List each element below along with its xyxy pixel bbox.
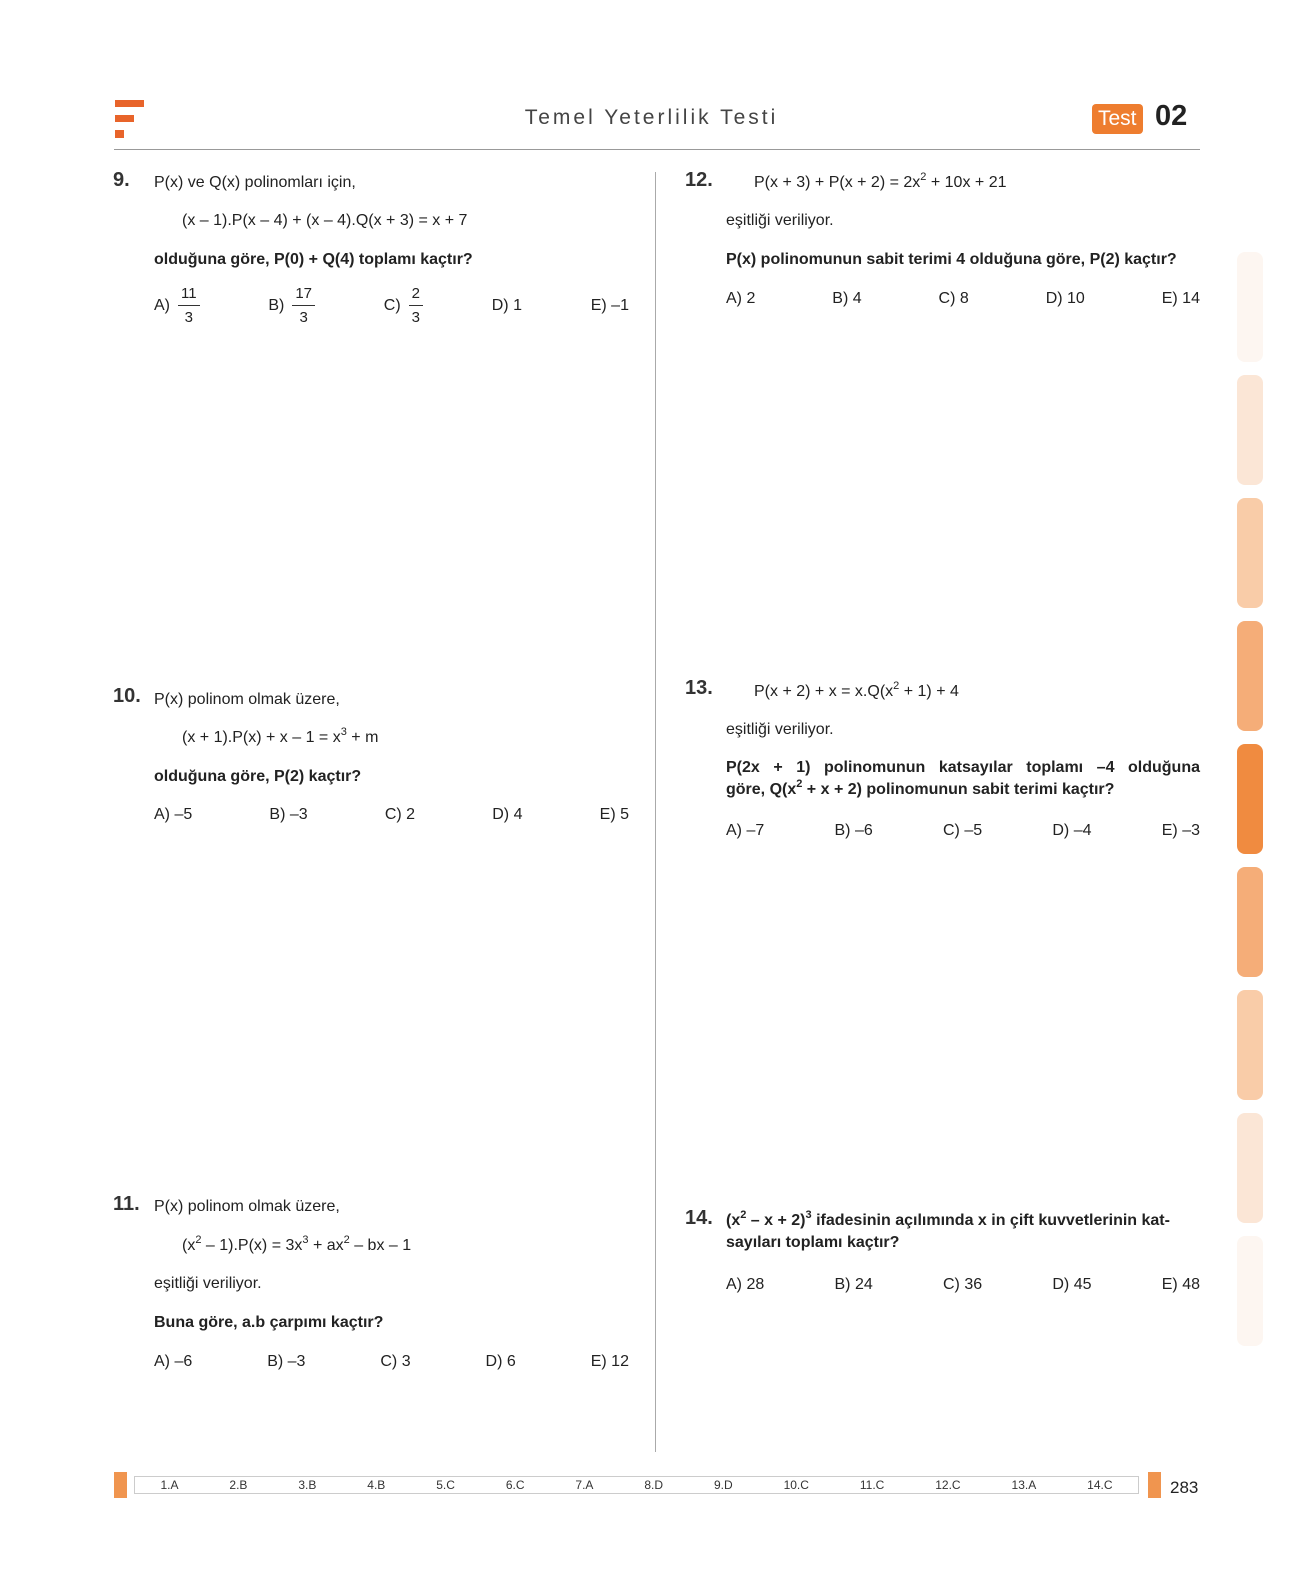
question-number: 11. bbox=[113, 1193, 140, 1215]
answer-key-item: 12.C bbox=[935, 1478, 961, 1492]
answer-choices bbox=[726, 1273, 1200, 1297]
choice-c[interactable]: C) –5 bbox=[943, 822, 983, 839]
question-note: eşitliği veriliyor. bbox=[726, 212, 834, 229]
choice-a[interactable]: A) 28 bbox=[726, 1276, 765, 1293]
answer-key-item: 4.B bbox=[367, 1478, 386, 1492]
side-tab bbox=[1237, 375, 1263, 485]
side-tab bbox=[1237, 1113, 1263, 1223]
choice-b[interactable]: B) $\frac{17}{3}$ bbox=[268, 285, 315, 327]
question-equation: $(x + 1).P(x) + x - 1 = x^3 + m$ bbox=[182, 726, 379, 746]
answer-key-item: 10.C bbox=[783, 1478, 809, 1492]
choice-d[interactable]: D) 1 bbox=[491, 297, 522, 314]
question-intro: P(x) polinom olmak üzere, bbox=[154, 1198, 340, 1215]
footer-marker-right bbox=[1148, 1472, 1161, 1498]
choice-e[interactable]: E) 5 bbox=[599, 806, 629, 823]
answer-key-item: 8.D bbox=[644, 1478, 664, 1492]
question-number: 10. bbox=[113, 685, 141, 707]
answer-key-item: 14.C bbox=[1087, 1478, 1113, 1492]
side-tab bbox=[1237, 867, 1263, 977]
question-number: 13. bbox=[685, 677, 713, 699]
choice-d[interactable]: D) 45 bbox=[1052, 1276, 1092, 1293]
choice-c[interactable]: C) 2 bbox=[384, 806, 416, 823]
test-number: 02 bbox=[1155, 100, 1188, 132]
question-number: 9. bbox=[113, 169, 130, 191]
question-note: eşitliği veriliyor. bbox=[726, 721, 834, 738]
choice-d[interactable]: D) 10 bbox=[1045, 290, 1085, 307]
choice-c[interactable]: C) 3 bbox=[380, 1353, 411, 1370]
header-divider bbox=[114, 149, 1200, 150]
question-note: eşitliği veriliyor. bbox=[154, 1275, 262, 1292]
answer-choices bbox=[726, 819, 1200, 843]
choice-c[interactable]: C) 8 bbox=[938, 290, 969, 307]
question-prompt: olduğuna göre, P(0) + Q(4) toplamı kaçtır? bbox=[154, 251, 473, 268]
question-prompt: $(x^2 - x + 2)^3$ ifadesinin açılımında x in çift kuvvetlerinin kat- sayıları toplamı kaçtır? bbox=[726, 1209, 1170, 1251]
question-equation: (x – 1).P(x – 4) + (x – 4).Q(x + 3) = x + 7 bbox=[182, 212, 468, 229]
choice-e[interactable]: E) 12 bbox=[590, 1353, 629, 1370]
question-number: 12. bbox=[685, 169, 713, 191]
answer-key-item: 7.A bbox=[575, 1478, 594, 1492]
choice-c[interactable]: C) $\frac{2}{3}$ bbox=[384, 285, 423, 327]
side-tab bbox=[1237, 990, 1263, 1100]
fraction: $\frac{11}{3}$ bbox=[178, 285, 200, 327]
answer-choices bbox=[154, 803, 629, 827]
answer-key-item: 11.C bbox=[859, 1478, 885, 1492]
choice-a[interactable]: A) –5 bbox=[154, 806, 193, 823]
answer-choices bbox=[154, 1350, 629, 1374]
question-prompt: olduğuna göre, P(2) kaçtır? bbox=[154, 768, 362, 785]
fraction: $\frac{17}{3}$ bbox=[292, 285, 315, 327]
choice-b[interactable]: B) 4 bbox=[832, 290, 862, 307]
side-tab bbox=[1237, 498, 1263, 608]
fraction: $\frac{2}{3}$ bbox=[409, 285, 423, 327]
choice-e[interactable]: E) –3 bbox=[1161, 822, 1200, 839]
question-intro: P(x) polinom olmak üzere, bbox=[154, 691, 340, 708]
question-equation: $(x^2 - 1).P(x) = 3x^3 + ax^2$ – bx – 1 bbox=[182, 1234, 412, 1254]
side-tab bbox=[1237, 1236, 1263, 1346]
choice-e[interactable]: E) –1 bbox=[590, 297, 629, 314]
answer-key-item: 9.D bbox=[713, 1478, 733, 1492]
question-prompt: P(2x + 1) polinomunun katsayılar toplamı –4 olduğuna göre, $Q(x^2 + x + 2)$ polinomunun sabit terimi kaçtır? bbox=[726, 759, 1200, 798]
question-prompt: P(x) polinomunun sabit terimi 4 olduğuna göre, P(2) kaçtır? bbox=[726, 251, 1177, 268]
answer-key-item: 5.C bbox=[436, 1478, 455, 1492]
choice-e[interactable]: E) 14 bbox=[1161, 290, 1200, 307]
answer-choices bbox=[154, 285, 629, 327]
question-intro: P(x) ve Q(x) polinomları için, bbox=[154, 174, 356, 191]
choice-b[interactable]: B) –6 bbox=[834, 822, 873, 839]
test-badge: Test bbox=[1092, 104, 1143, 134]
choice-e[interactable]: E) 48 bbox=[1161, 1276, 1200, 1293]
answer-key-item: 1.A bbox=[160, 1478, 179, 1492]
question-number: 14. bbox=[685, 1207, 713, 1229]
choice-d[interactable]: D) –4 bbox=[1052, 822, 1092, 839]
choice-a[interactable]: A) $\frac{11}{3}$ bbox=[154, 285, 200, 327]
side-tab bbox=[1237, 621, 1263, 731]
choice-b[interactable]: B) 24 bbox=[834, 1276, 873, 1293]
choice-a[interactable]: A) –6 bbox=[154, 1353, 193, 1370]
question-equation: $P(x + 3) + P(x + 2) = 2x^2 + 10x + 21$ bbox=[754, 171, 1007, 191]
column-divider bbox=[655, 172, 656, 1452]
side-tab-active bbox=[1237, 744, 1263, 854]
answer-choices bbox=[726, 287, 1200, 311]
choice-b[interactable]: B) –3 bbox=[269, 806, 308, 823]
footer-marker-left bbox=[114, 1472, 127, 1498]
choice-a[interactable]: A) –7 bbox=[726, 822, 765, 839]
answer-key-item: 6.C bbox=[505, 1478, 525, 1492]
choice-a[interactable]: A) 2 bbox=[726, 290, 756, 307]
question-prompt: Buna göre, a.b çarpımı kaçtır? bbox=[154, 1314, 384, 1331]
side-tab bbox=[1237, 252, 1263, 362]
choice-d[interactable]: D) 4 bbox=[492, 806, 523, 823]
answer-key-item: 13.A bbox=[1011, 1478, 1037, 1492]
choice-c[interactable]: C) 36 bbox=[943, 1276, 983, 1293]
choice-b[interactable]: B) –3 bbox=[267, 1353, 306, 1370]
page-title: Temel Yeterlilik Testi bbox=[524, 106, 779, 129]
answer-key-item: 3.B bbox=[298, 1478, 317, 1492]
page-number: 283 bbox=[1170, 1478, 1199, 1497]
question-equation: $P(x + 2) + x = x.Q(x^2 + 1) + 4$ bbox=[754, 680, 959, 700]
choice-d[interactable]: D) 6 bbox=[485, 1353, 516, 1370]
answer-key-item: 2.B bbox=[229, 1478, 248, 1492]
answer-key bbox=[134, 1476, 1139, 1494]
